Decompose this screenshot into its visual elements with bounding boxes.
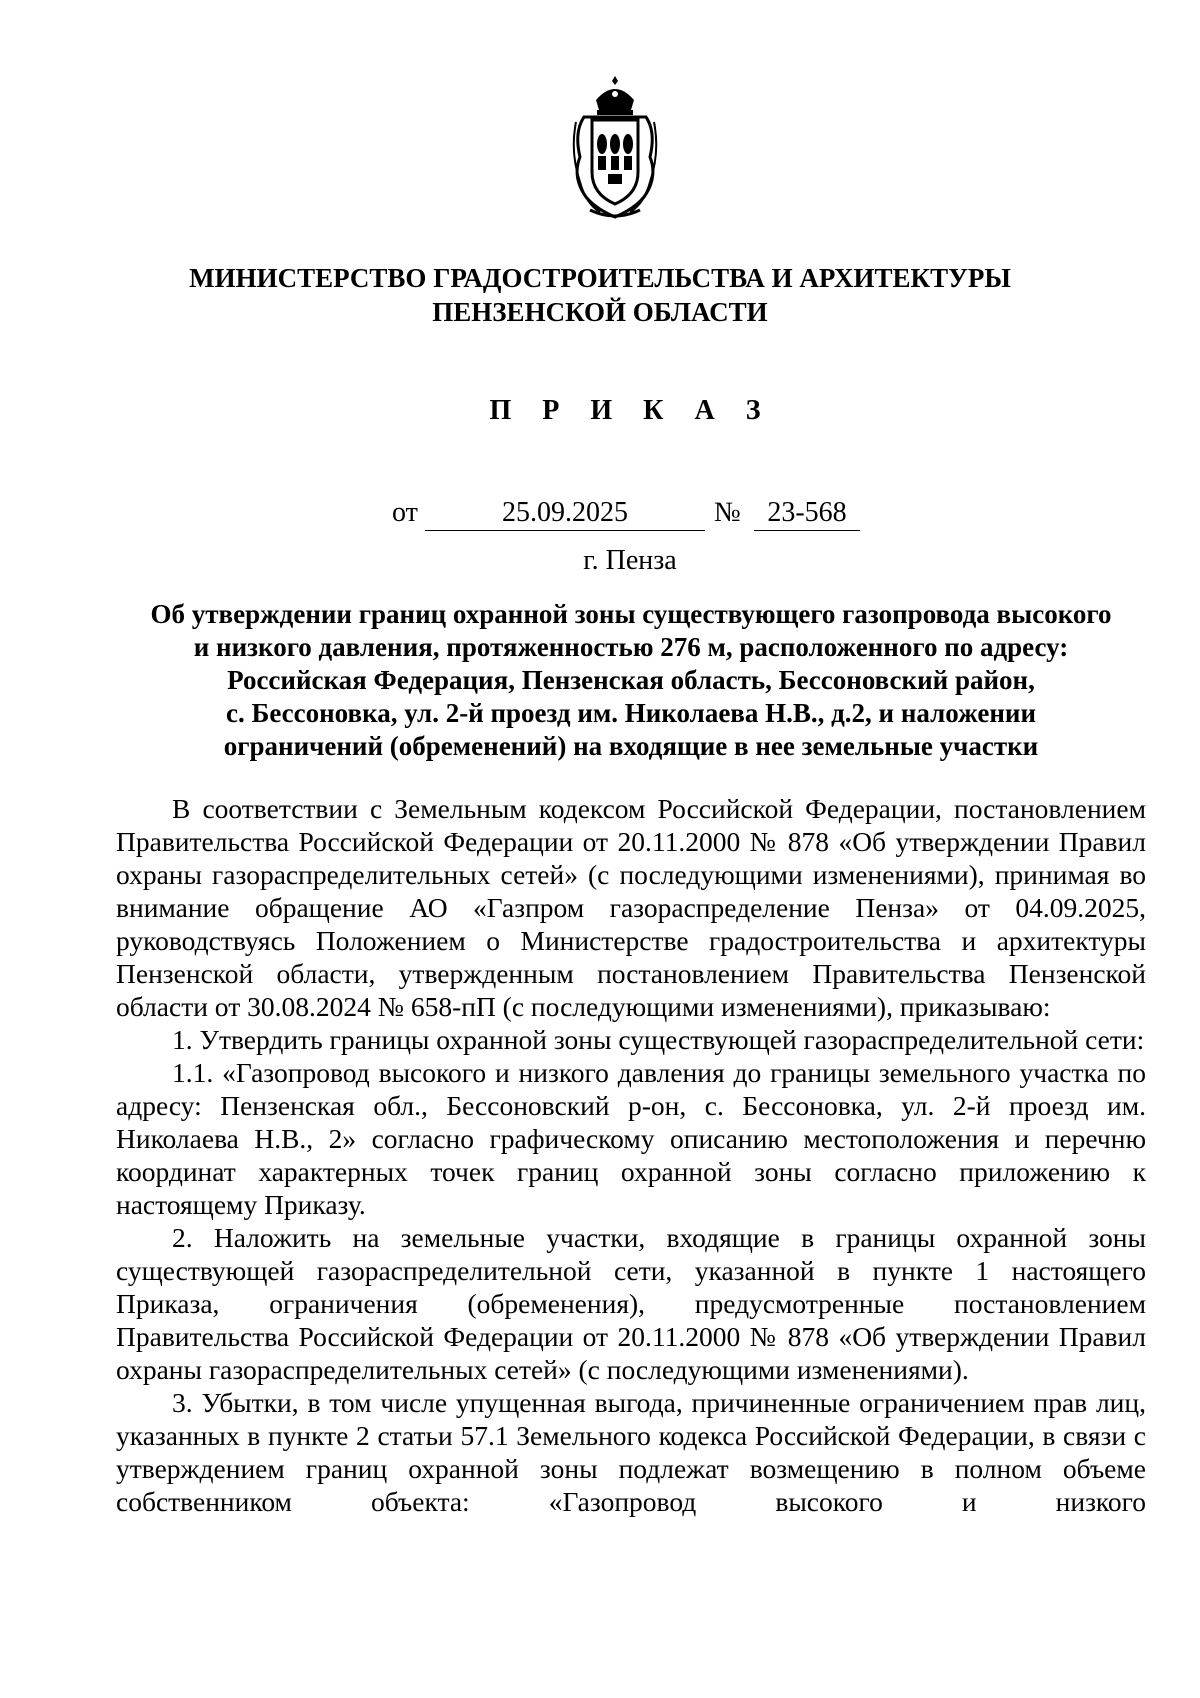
ministry-name-line-1: МИНИСТЕРСТВО ГРАДОСТРОИТЕЛЬСТВА И АРХИТЕКТУРЫ bbox=[189, 263, 1011, 293]
title-line: Российская Федерация, Пензенская область, Бессоновский район, bbox=[227, 665, 1035, 695]
number-sign: № bbox=[714, 497, 741, 528]
title-line: и низкого давления, протяженностью 276 м, расположенного по адресу: bbox=[193, 632, 1069, 662]
title-line: с. Бессоновка, ул. 2-й проезд им. Николаева Н.В., д.2, и наложении bbox=[225, 698, 1036, 728]
title-line: ограничений (обременений) на входящие в нее земельные участки bbox=[223, 731, 1039, 761]
order-body bbox=[116, 792, 1146, 1518]
ministry-name-line-2: ПЕНЗЕНСКОЙ ОБЛАСТИ bbox=[432, 297, 768, 327]
order-number: 23-568 bbox=[754, 497, 860, 531]
clause-1-1-paragraph: 1.1. «Газопровод высокого и низкого давления до границы земельного участка по адресу: Пензенская обл., Бессоновский р-он, с. Бессоновка, ул. 2-й проезд им. Николаева Н.В., 2» согласно графическому описанию местоположения и перечню координат характерных точек границ охранной зоны согласно приложению к настоящему Приказу. bbox=[116, 1057, 1146, 1220]
date-number-line bbox=[0, 497, 1200, 537]
clause-2-paragraph: 2. Наложить на земельные участки, входящие в границы охранной зоны существующей газораспределительной сети, указанной в пункте 1 настоящего Приказа, ограничения (обременения), предусмотренные постановлением Правительства Российской Федерации от 20.11.2000 № 878 «Об утверждении Правил охраны газораспределительных сетей» (с последующими изменениями). bbox=[116, 1222, 1146, 1385]
document-type-heading: П Р И К А З bbox=[489, 395, 773, 426]
clause-3-paragraph: 3. Убытки, в том числе упущенная выгода, причиненные ограничением прав лиц, указанных в пункте 2 статьи 57.1 Земельного кодекса Российской Федерации, в связи с утверждением границ охранной зоны подлежат возмещению в полном объеме собственником объекта: «Газопровод высокого и низкого bbox=[116, 1387, 1146, 1517]
preamble-paragraph: В соответствии с Земельным кодексом Российской Федерации, постановлением Правительства Российской Федерации от 20.11.2000 № 878 «Об утверждении Правил охраны газораспределительных сетей» (с последующими изменениями), принимая во внимание обращение АО «Газпром газораспределение Пенза» от 04.09.2025, руководствуясь Положением о Министерстве градостроительства и архитектуры Пензенской области, утвержденным постановлением Правительства Пензенской области от 30.08.2024 № 658-пП (с последующими изменениями), приказываю: bbox=[116, 793, 1146, 1022]
title-line: Об утверждении границ охранной зоны существующего газопровода высокого bbox=[150, 599, 1112, 629]
clause-1-paragraph: 1. Утвердить границы охранной зоны существующей газораспределительной сети: bbox=[172, 1024, 1145, 1055]
order-title bbox=[100, 598, 1162, 763]
penza-coat-of-arms-icon bbox=[570, 72, 660, 222]
city-name: г. Пенза bbox=[583, 545, 677, 576]
date-prefix: от bbox=[392, 497, 418, 528]
order-date: 25.09.2025 bbox=[425, 497, 705, 531]
